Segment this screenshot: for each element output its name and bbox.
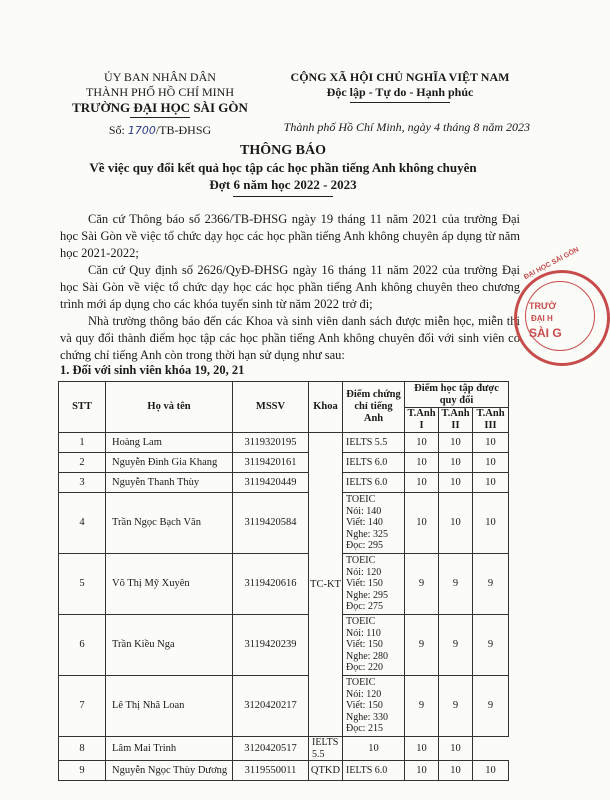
score-conversion-table	[58, 381, 509, 781]
cell-name: Võ Thị Mỹ Xuyên	[106, 554, 233, 615]
cell-score-1: 10	[405, 473, 439, 493]
motto-underline	[350, 102, 450, 103]
cell-mssv: 3119420449	[233, 473, 309, 493]
cell-mssv: 3119420616	[233, 554, 309, 615]
cell-certificate: TOEIC Nói: 120 Viết: 150 Nghe: 295 Đọc: 275	[343, 554, 405, 615]
cell-stt: 7	[59, 676, 106, 737]
cell-khoa-merged: TC-KT	[309, 433, 343, 737]
header-certificate: Điểm chứng chỉ tiếng Anh	[343, 382, 405, 433]
cell-score-1: 10	[343, 737, 405, 761]
cell-score-3: 9	[473, 676, 509, 737]
issuer-university: TRƯỜNG ĐẠI HỌC SÀI GÒN	[72, 100, 248, 115]
cell-score-2: 10	[439, 453, 473, 473]
cell-name: Trần Ngọc Bạch Vân	[106, 493, 233, 554]
cell-score-1: 10	[405, 761, 439, 781]
cell-mssv: 3120420517	[233, 737, 309, 761]
cell-mssv: 3119550011	[233, 761, 309, 781]
cell-certificate: TOEIC Nói: 120 Viết: 150 Nghe: 330 Đọc: 215	[343, 676, 405, 737]
cell-stt: 4	[59, 493, 106, 554]
cell-score-3: 10	[473, 433, 509, 453]
seal-line-2: ĐẠI H	[531, 314, 553, 323]
cell-score-3: 9	[473, 615, 509, 676]
cell-mssv: 3120420217	[233, 676, 309, 737]
document-title: THÔNG BÁO	[240, 143, 326, 158]
cell-mssv: 3119420161	[233, 453, 309, 473]
cell-stt: 1	[59, 433, 106, 453]
cell-stt: 9	[59, 761, 106, 781]
issuer-line-2: THÀNH PHỐ HỒ CHÍ MINH	[86, 85, 234, 99]
document-number: Số: 1700/TB-ĐHSG	[108, 123, 212, 137]
cell-score-1: 9	[405, 554, 439, 615]
nation-name: CỘNG XÃ HỘI CHỦ NGHĨA VIỆT NAM	[290, 70, 510, 84]
cell-stt: 5	[59, 554, 106, 615]
cell-score-2: 10	[439, 761, 473, 781]
header-tanh-1: T.Anh I	[405, 408, 439, 433]
motto: Độc lập - Tự do - Hạnh phúc	[326, 85, 474, 99]
seal-line-3: SÀI G	[529, 326, 562, 340]
document-subtitle-2: Đợt 6 năm học 2022 - 2023	[209, 177, 357, 192]
document-subtitle-1: Về việc quy đổi kết quả học tập các học phần tiếng Anh không chuyên	[89, 160, 477, 175]
cell-score-1: 10	[405, 433, 439, 453]
cell-score-2: 10	[405, 737, 439, 761]
cell-name: Nguyễn Ngọc Thùy Dương	[106, 761, 233, 781]
cell-score-3: 10	[439, 737, 473, 761]
cell-score-2: 10	[439, 473, 473, 493]
cell-mssv: 3119320195	[233, 433, 309, 453]
cell-mssv: 3119420584	[233, 493, 309, 554]
cell-score-1: 9	[405, 676, 439, 737]
cell-score-1: 10	[405, 453, 439, 473]
cell-score-2: 10	[439, 493, 473, 554]
cell-certificate: IELTS 5.5	[343, 433, 405, 453]
issuer-underline	[130, 117, 190, 118]
paragraph-basis-1: Căn cứ Thông báo số 2366/TB-ĐHSG ngày 19 tháng 11 năm 2021 của trường Đại học Sài Gòn về việc tổ chức dạy học các học phần tiếng Anh không chuyên áp dụng từ năm học 2021-2022;	[60, 212, 520, 260]
cell-name: Hoàng Lam	[106, 433, 233, 453]
cell-stt: 2	[59, 453, 106, 473]
seal-line-1: TRƯỜ	[529, 301, 557, 311]
cell-mssv: 3119420239	[233, 615, 309, 676]
cell-score-2: 9	[439, 676, 473, 737]
table-body	[59, 433, 509, 781]
header-score-group: Điểm học tập được quy đổi	[405, 382, 509, 408]
document-date: Thành phố Hồ Chí Minh, ngày 4 tháng 8 năm 2023	[283, 120, 530, 134]
cell-certificate: IELTS 6.0	[343, 473, 405, 493]
cell-score-2: 9	[439, 554, 473, 615]
header-tanh-3: T.Anh III	[473, 408, 509, 433]
section-1-title: 1. Đối với sinh viên khóa 19, 20, 21	[60, 363, 245, 377]
cell-stt: 3	[59, 473, 106, 493]
cell-name: Nguyễn Đình Gia Khang	[106, 453, 233, 473]
national-motto-block	[270, 70, 530, 100]
cell-score-1: 9	[405, 615, 439, 676]
cell-certificate: IELTS 6.0	[343, 453, 405, 473]
cell-name: Nguyễn Thanh Thùy	[106, 473, 233, 493]
cell-score-3: 10	[473, 453, 509, 473]
cell-certificate: IELTS 5.5	[309, 737, 343, 761]
cell-score-1: 10	[405, 493, 439, 554]
header-tanh-2: T.Anh II	[439, 408, 473, 433]
cell-certificate: TOEIC Nói: 110 Viết: 150 Nghe: 280 Đọc: 220	[343, 615, 405, 676]
title-underline	[233, 196, 333, 197]
cell-score-3: 9	[473, 554, 509, 615]
header-stt: STT	[59, 382, 106, 433]
cell-name: Lâm Mai Trinh	[106, 737, 233, 761]
cell-score-3: 10	[473, 473, 509, 493]
cell-certificate: IELTS 6.0	[343, 761, 405, 781]
cell-name: Trần Kiều Nga	[106, 615, 233, 676]
cell-stt: 6	[59, 615, 106, 676]
paragraph-announcement: Nhà trường thông báo đến các Khoa và sinh viên danh sách được miễn học, miễn thi và quy đổi thành điểm học tập các học phần tiếng Anh không chuyên đối với sinh viên có chứng chỉ tiếng Anh còn trong thời hạn sử dụng như sau:	[60, 314, 520, 362]
official-seal-stamp	[514, 246, 610, 366]
paragraph-basis-2: Căn cứ Quy định số 2626/QyĐ-ĐHSG ngày 16 tháng 11 năm 2022 của trường Đại học Sài Gòn về việc tổ chức dạy học các học phần tiếng Anh không chuyên theo chương trình mới áp dụng cho các khóa tuyển sinh từ năm 2022 trở đi;	[60, 263, 520, 311]
handwritten-number: 1700	[127, 124, 156, 137]
cell-khoa: QTKD	[309, 761, 343, 781]
header-khoa: Khoa	[309, 382, 343, 433]
cell-stt: 8	[59, 737, 106, 761]
header-name: Họ và tên	[106, 382, 233, 433]
cell-score-2: 10	[439, 433, 473, 453]
cell-name: Lê Thị Nhã Loan	[106, 676, 233, 737]
header-mssv: MSSV	[233, 382, 309, 433]
seal-arc-text: ĐẠI HỌC SÀI GÒN	[523, 246, 581, 282]
cell-certificate: TOEIC Nói: 140 Viết: 140 Nghe: 325 Đọc: 295	[343, 493, 405, 554]
issuer-line-1: ỦY BAN NHÂN DÂN	[104, 70, 216, 84]
cell-score-3: 10	[473, 493, 509, 554]
cell-score-2: 9	[439, 615, 473, 676]
issuer-block	[60, 70, 260, 138]
cell-score-3: 10	[473, 761, 509, 781]
